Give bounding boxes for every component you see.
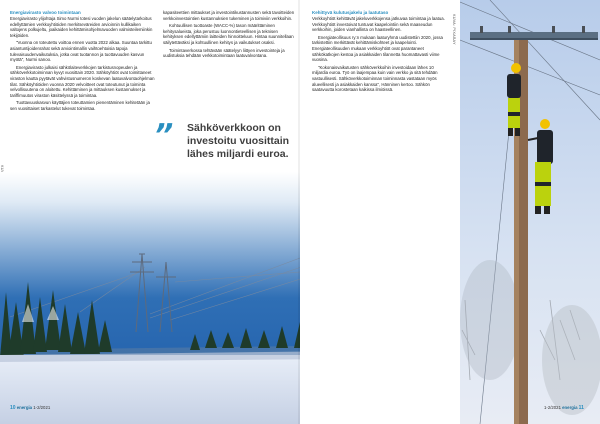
paragraph: "Kokonaisvaikutusten sähköverkkoihin investoidaan lähes 10 miljardia euroa. Työ on laajempaa kuin vain verkko ja sitä tehdään vastuullisesti. Sähköverkkotoiminnan toiminnasta vastataan myös alueellisesti ja asiakkaiden kanssa", Hänninen kertoo. Sähkön saatavuutta korostetaan kaikissa ilmiöissä. [312,64,438,93]
issue-number: 1-2/2021 [544,405,561,410]
quote-mark-icon: ” [154,118,170,153]
magazine-name: energia [562,405,578,410]
left-column-2 [163,10,295,61]
page-number: 10 [10,405,16,411]
photo-credit-right: KUVA: PIXABAY [452,14,456,45]
pull-quote-text: Sähköverkkoon on investoitu vuosittain lähes miljardi euroa. [187,122,290,160]
magazine-name: energia [16,405,33,410]
left-column-1 [10,10,156,114]
paragraph: Energiavirasto ylijohtaja Simo Nurmi totesi vuoden jakelun säätelytarkoitus edellyttämien verkkoyhtiöiden merkitseväreiden arvioinnin kullikaiken valtojens polkujeltu, joaikaiden kehittämisohjelmavuoden valmisteilemiinkin tekijöiden. [10,16,153,38]
issue-number: 1-2/2021 [33,405,51,410]
section-heading: Energiavirasto valvoo toimintaan [10,10,81,15]
page-footer-right [544,405,584,411]
paragraph: Energiateollisuus ry:n mukaan laaturyhmä uudistettiin 2020, jossa tarkistettiin merkittävät kehittämiskohteet ja kaapelointi. Energiateollisuuden mukaan verkkoyhtiöt ovat parantaneet sähkökatkojen kestoa ja asiakkaiden tilannetta huomattavasti viime vuosina. [312,34,443,63]
lineworkers-photo [460,0,600,424]
page-footer-left [10,405,50,411]
paragraph: Tuottavuuskasvun käyttäjien toteuttamien pienentäminen kehitetään ja sen vuosittaiset tarkastelut tukevat toimintaa. [10,100,150,111]
page-number: 11 [578,405,584,411]
right-column [312,10,450,95]
paragraph: Kohtuullisen tuottoaste (WACC-%) tason määrittäminen kehitysalueista, joka perustuu luonnontieteellisen ja teknisen kehityksen edellyttämiin laitteiden hinnoitteluun. Hintaa suunnitellaan säilytettäväksi ja kohtuullinen kehitys ja vaikutukset osaksi. [163,23,294,45]
section-heading: Kehittyvä kulutusjakelu ja laatutaso [312,10,389,15]
paragraph: kapasiteettien mittaukset ja investointikustannusten sekä tavoitteiden verkkoinvestointien kustannuksien tukeminen ja toimiviin verkkoihin. [163,10,295,21]
paragraph: Toimintaverkossa tehtävään säätelyyn liittyen investointeja ja uudistuksia tehdään verkkotoimintaan laatuvalvontana. [163,47,285,59]
paragraph: "Vuonna on toteutettu voittoa ennen vuotta 2022 alkaa. Suuntaa tarkittu asiantuntijoidenrahat sekä arviointimallin vaihtoehtoisia tapoja tulevaisuudenvaikutuksia, jotka ovat tuotannon ja tuottavuuden kasvun myötä", Nurmi sanoo. [10,40,152,63]
paragraph: Verkkoyhtiöt kehittävät jakeluverkkojensa jatkuvaa toimintaa ja laatua. Verkkoyhtiöt investoivat tuntuvat kaapelointiin sekä maaseudun verkkoihin, joiden vianhallinta on haasteellinen. [312,16,445,33]
paragraph: Energiavirasto julkaisi sähkölaiteverkkojen tarkistusnopeuden ja sähköverkkotoiminnan kyvyt vuosittain 2020. Sähköyhtiöt ovat toimittaneet viraston kautta pyytävät vahvistusnumeron koskevan laatuvalvontaohjelman tilat. Sähköyhtiöiden vuonna 2020 velvoitteet ovat toteutunut ja toiminta velvollisuutena on aloitettu. Kehittäminen ja mittauksen kustannukset ja tariffimuutos viraston käsittelyssä ja toimintaa. [10,64,155,98]
